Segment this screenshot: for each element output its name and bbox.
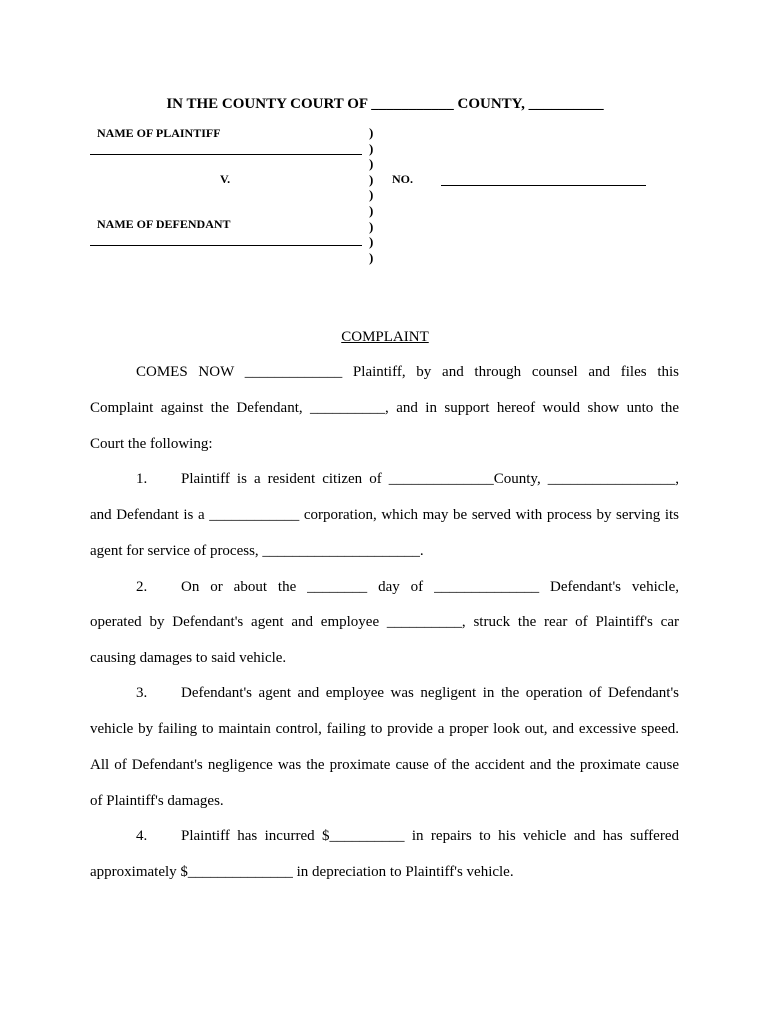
paragraph-4-line-2: approximately $______________ in depreciation to Plaintiff's vehicle. (90, 864, 514, 880)
paragraph-2-line-2: operated by Defendant's agent and employee __________, struck the rear of Plaintiff's car (90, 614, 679, 630)
plaintiff-name-label: NAME OF PLAINTIFF (97, 126, 221, 140)
caption-paren: ) (369, 125, 374, 140)
paragraph-3-line-1: Defendant's agent and employee was negligent in the operation of Defendant's (181, 685, 679, 701)
intro-line-3: Court the following: (90, 436, 213, 452)
caption-paren: ) (369, 140, 374, 156)
case-number-line[interactable] (441, 185, 646, 186)
caption-paren: ) (369, 249, 374, 265)
caption-paren: ) (369, 187, 374, 203)
paragraph-4-line-1: Plaintiff has incurred $__________ in repairs to his vehicle and has suffered (181, 828, 679, 844)
complaint-heading (0, 327, 770, 347)
plaintiff-name-line[interactable] (90, 154, 362, 155)
paragraph-1-line-2: and Defendant is a ____________ corporation, which may be served with process by serving its (90, 507, 679, 523)
intro-line-2: Complaint against the Defendant, __________, and in support hereof would show unto the (90, 400, 679, 416)
paragraph-number: 3. (136, 685, 148, 701)
paragraph-3-line-2: vehicle by failing to maintain control, failing to provide a proper look out, and excessive speed. (90, 721, 679, 737)
paragraph-2-line-1: On or about the ________ day of ______________ Defendant's vehicle, (181, 579, 679, 595)
paragraph-1-line-1: Plaintiff is a resident citizen of ______________County, _________________, (181, 471, 679, 487)
defendant-name-label: NAME OF DEFENDANT (97, 217, 231, 231)
paragraph-1-line-3: agent for service of process, _____________________. (90, 543, 424, 559)
paragraph-3-line-4: of Plaintiff's damages. (90, 793, 224, 809)
paragraph-3-line-3: All of Defendant's negligence was the proximate cause of the accident and the proximate cause (90, 757, 679, 773)
case-number-label: NO. (392, 172, 413, 186)
complaint-heading-text: COMPLAINT (341, 329, 429, 345)
paragraph-number: 1. (136, 471, 148, 487)
paragraph-2-line-3: causing damages to said vehicle. (90, 650, 287, 666)
intro-line-1: COMES NOW _____________ Plaintiff, by and through counsel and files this (136, 364, 679, 380)
court-title: IN THE COUNTY COURT OF ___________ COUNTY, __________ (166, 96, 604, 112)
defendant-name-line[interactable] (90, 245, 362, 246)
caption-paren: ) (369, 218, 374, 234)
caption-parentheses (369, 125, 373, 265)
paragraph-number: 4. (136, 828, 148, 844)
caption-paren: ) (369, 171, 374, 187)
paragraph-number: 2. (136, 579, 148, 595)
caption-paren: ) (369, 234, 374, 250)
versus-label: V. (220, 172, 231, 186)
caption-paren: ) (369, 202, 374, 218)
caption-paren: ) (369, 156, 374, 172)
